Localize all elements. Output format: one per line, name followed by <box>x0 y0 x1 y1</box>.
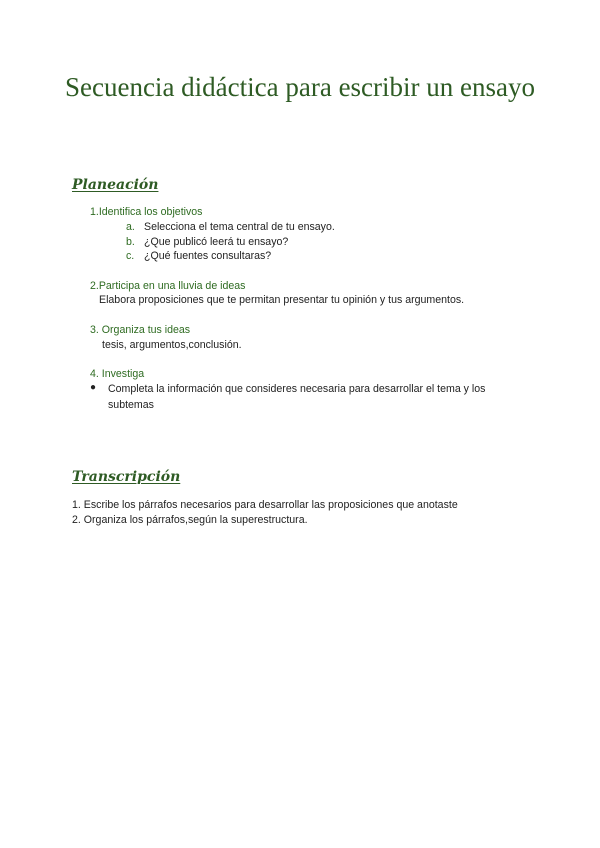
step-2-label: 2.Participa en una lluvia de ideas <box>90 280 246 292</box>
list-marker-b: b. <box>126 236 135 248</box>
step-3-label: 3. Organiza tus ideas <box>90 324 191 336</box>
step-1-label: 1.Identifica los objetivos <box>90 206 203 218</box>
transcription-item-1: 1. Escribe los párrafos necesarios para desarrollar las proposiciones que anotaste <box>72 499 458 511</box>
list-item-c: ¿Qué fuentes consultaras? <box>144 250 272 262</box>
step-2-text: Elabora proposiciones que te permitan presentar tu opinión y tus argumentos. <box>99 294 465 306</box>
section-heading-transcripcion: Transcripción <box>72 469 181 485</box>
list-marker-c: c. <box>126 250 135 262</box>
page-title: Secuencia didáctica para escribir un ensayo <box>64 72 536 102</box>
list-marker-a: a. <box>126 221 135 233</box>
list-item-b: ¿Que publicó leerá tu ensayo? <box>144 236 289 248</box>
bullet-icon: ● <box>90 382 97 393</box>
step-3-text: tesis, argumentos,conclusión. <box>102 339 242 351</box>
step-4-label: 4. Investiga <box>90 368 145 380</box>
step-4-text: Completa la información que consideres necesaria para desarrollar el tema y los subtemas <box>108 383 486 411</box>
list-item-a: Selecciona el tema central de tu ensayo. <box>144 221 335 233</box>
section-heading-planeacion: Planeación <box>72 177 159 193</box>
transcription-item-2: 2. Organiza los párrafos,según la superestructura. <box>72 514 308 526</box>
